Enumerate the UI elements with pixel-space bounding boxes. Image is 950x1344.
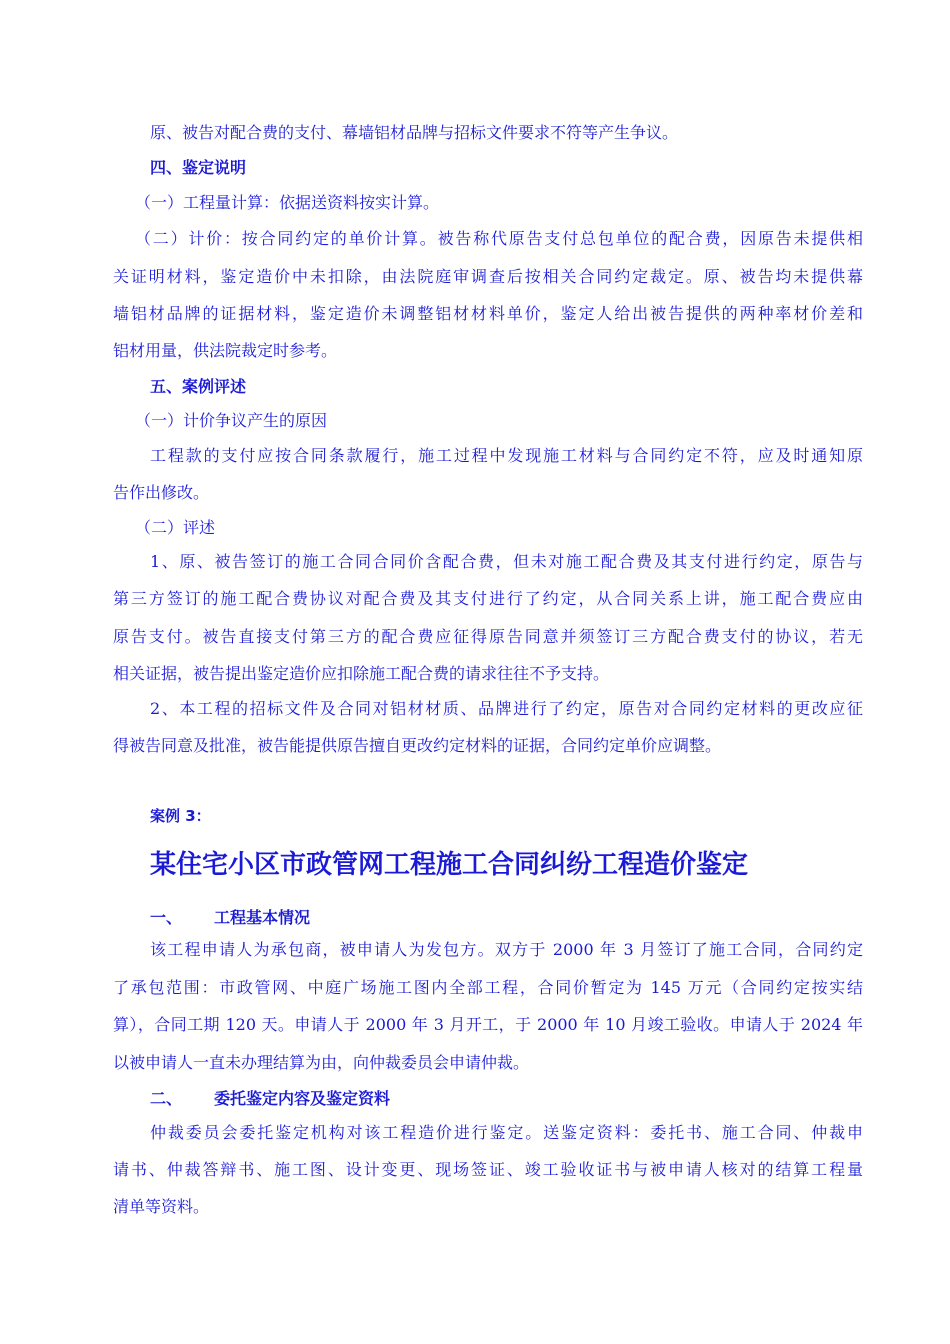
paragraph-cause-line1: 工程款的支付应按合同条款履行，施工过程中发现施工材料与合同约定不符，应及时通知原 xyxy=(150,446,863,465)
case-label: 案例 3： xyxy=(150,807,211,825)
section1-number: 一、 xyxy=(150,908,183,927)
paragraph-pricing-line4: 铝材用量，供法院裁定时参考。 xyxy=(113,341,338,360)
section1-line2: 了承包范围：市政管网、中庭广场施工图内全部工程，合同价暂定为 145 万元（合同约定按实结 xyxy=(113,978,863,997)
case-title: 某住宅小区市政管网工程施工合同纠纷工程造价鉴定 xyxy=(150,850,749,880)
section1-title: 工程基本情况 xyxy=(214,908,311,927)
heading-appraisal-notes: 四、鉴定说明 xyxy=(150,158,247,177)
section2-number: 二、 xyxy=(150,1089,183,1108)
paragraph-pricing-line1: （二）计价：按合同约定的单价计算。被告称代原告支付总包单位的配合费，因原告未提供相 xyxy=(135,229,863,248)
section1-line3: 算），合同工期 120 天。申请人于 2000 年 3 月开工，于 2000 年 10 月竣工验收。申请人于 2024 年 xyxy=(113,1015,863,1034)
paragraph-review2-line1: 2、本工程的招标文件及合同对铝材材质、品牌进行了约定，原告对合同约定材料的更改应征 xyxy=(150,699,863,718)
section2-line2: 请书、仲裁答辩书、施工图、设计变更、现场签证、竣工验收证书与被申请人核对的结算工程量 xyxy=(113,1160,863,1179)
paragraph-review1-line1: 1、原、被告签订的施工合同合同价含配合费，但未对施工配合费及其支付进行约定，原告与 xyxy=(150,552,863,571)
section1-heading xyxy=(150,908,900,928)
section1-line4: 以被申请人一直未办理结算为由，向仲裁委员会申请仲裁。 xyxy=(113,1053,530,1072)
paragraph-cause-line2: 告作出修改。 xyxy=(113,483,210,502)
paragraph-review1-line2: 第三方签订的施工配合费协议对配合费及其支付进行了约定，从合同关系上讲，施工配合费应由 xyxy=(113,589,863,608)
paragraph-pricing-line2: 关证明材料，鉴定造价中未扣除，由法院庭审调查后按相关合同约定裁定。原、被告均未提供幕 xyxy=(113,267,863,286)
paragraph-dispute: 原、被告对配合费的支付、幕墙铝材品牌与招标文件要求不符等产生争议。 xyxy=(150,123,679,142)
section1-line1: 该工程申请人为承包商，被申请人为发包方。双方于 2000 年 3 月签订了施工合同，合同约定 xyxy=(150,940,863,959)
section2-line3: 清单等资料。 xyxy=(113,1197,210,1216)
subheading-review: （二）评述 xyxy=(135,518,216,537)
paragraph-review1-line4: 相关证据，被告提出鉴定造价应扣除施工配合费的请求往往不予支持。 xyxy=(113,664,610,683)
heading-case-review: 五、案例评述 xyxy=(150,377,247,396)
paragraph-quantity-calc: （一）工程量计算：依据送资料按实计算。 xyxy=(135,193,440,212)
section2-title: 委托鉴定内容及鉴定资料 xyxy=(214,1089,391,1108)
paragraph-review1-line3: 原告支付。被告直接支付第三方的配合费应征得原告同意并须签订三方配合费支付的协议，若无 xyxy=(113,627,863,646)
section2-line1: 仲裁委员会委托鉴定机构对该工程造价进行鉴定。送鉴定资料：委托书、施工合同、仲裁申 xyxy=(150,1123,863,1142)
paragraph-pricing-line3: 墙铝材品牌的证据材料，鉴定造价未调整铝材材料单价，鉴定人给出被告提供的两种率材价差和 xyxy=(113,304,863,323)
section2-heading xyxy=(150,1089,900,1109)
paragraph-review2-line2: 得被告同意及批准，被告能提供原告擅自更改约定材料的证据，合同约定单价应调整。 xyxy=(113,736,722,755)
subheading-dispute-cause: （一）计价争议产生的原因 xyxy=(135,411,328,430)
